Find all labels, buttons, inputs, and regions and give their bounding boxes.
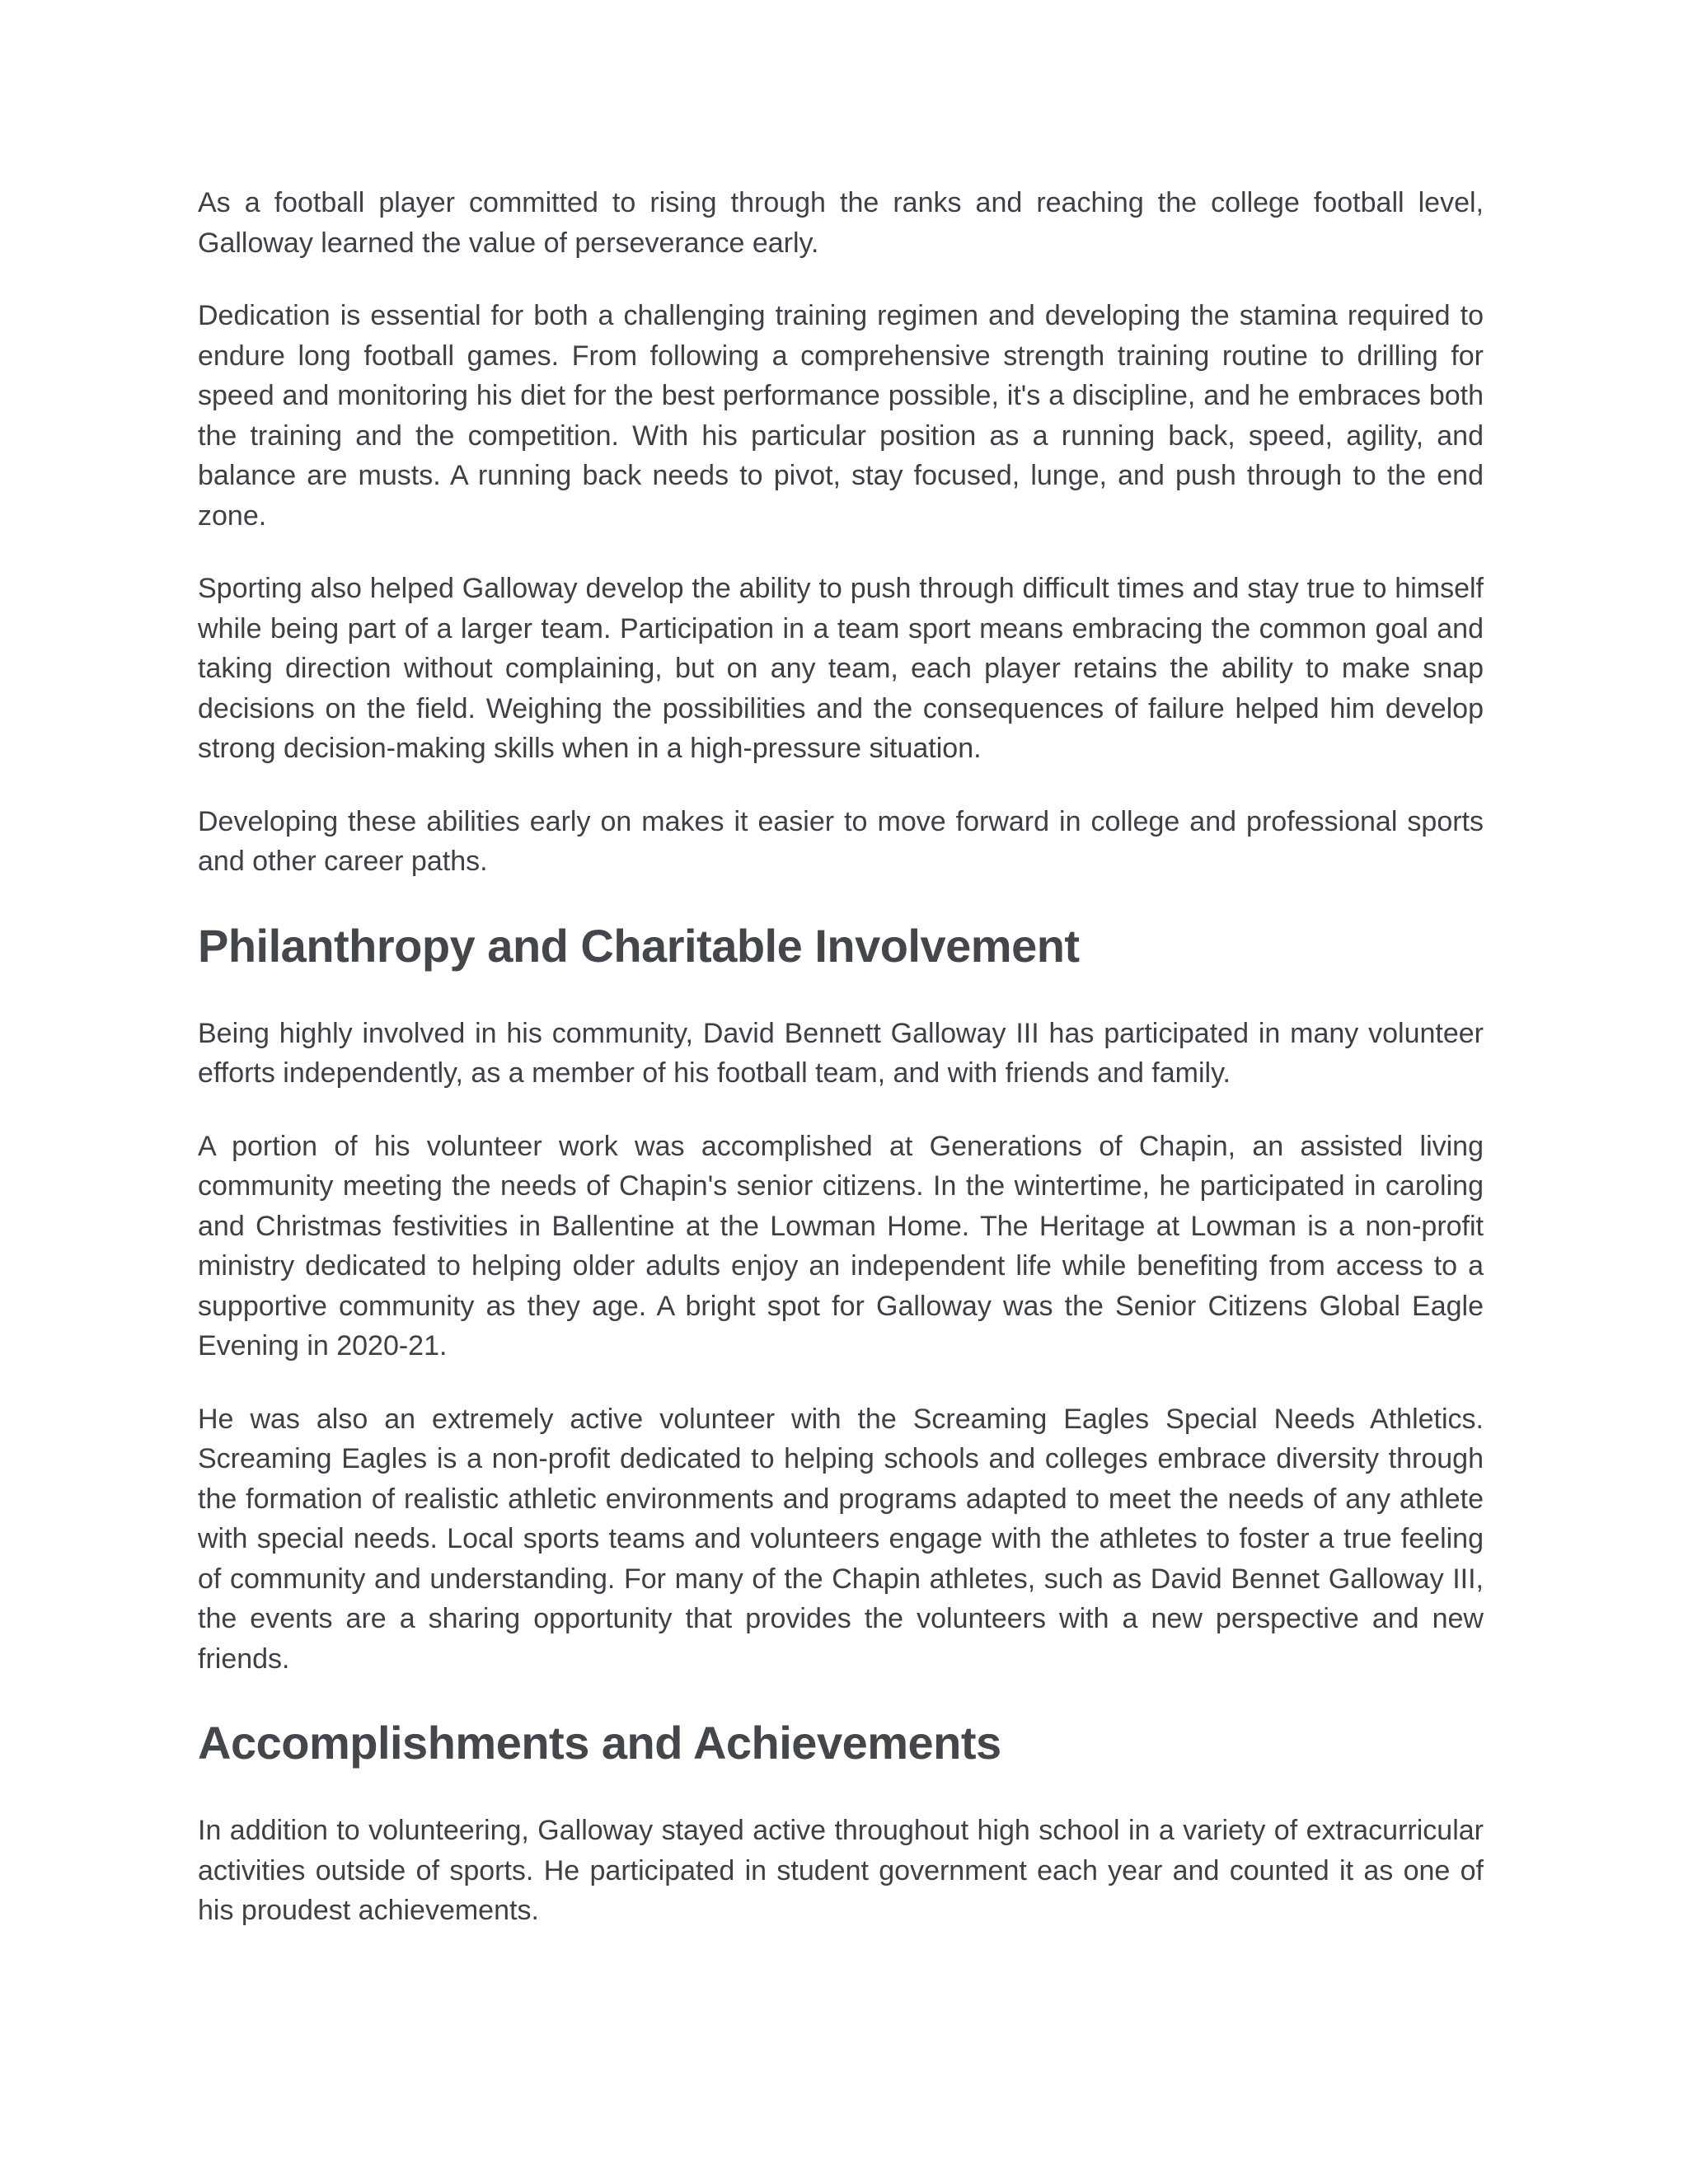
heading-philanthropy: Philanthropy and Charitable Involvement xyxy=(198,919,1080,972)
paragraph-perseverance: As a football player committed to rising through the ranks and reaching the college football level, Galloway learned the value of perseverance early. xyxy=(198,187,1484,259)
paragraph-sporting: Sporting also helped Galloway develop the ability to push through difficult times and stay true to himself while being part of a larger team. Participation in a team sport means embracing the common goal and taking direction without complaining, but on any team, each player retains the ability to make snap decisions on the field. Weighing the possibilities and the consequences of failure helped him develop strong decision-making skills when in a high-pressure situation. xyxy=(198,573,1484,764)
paragraph-developing-abilities: Developing these abilities early on makes it easier to move forward in college and professional sports and other career paths. xyxy=(198,805,1484,877)
document-page xyxy=(198,183,1484,1964)
paragraph-extracurricular: In addition to volunteering, Galloway stayed active throughout high school in a variety of extracurricular activities outside of sports. He participated in student government each year and counted it as one of his proudest achievements. xyxy=(198,1815,1484,1926)
paragraph-community: Being highly involved in his community, David Bennett Galloway III has participated in many volunteer efforts independently, as a member of his football team, and with friends and family. xyxy=(198,1017,1484,1089)
paragraph-dedication: Dedication is essential for both a challenging training regimen and developing the stamina required to endure long football games. From following a comprehensive strength training routine to drilling for speed and monitoring his diet for the best performance possible, it's a discipline, and he embraces both the training and the competition. With his particular position as a running back, speed, agility, and balance are musts. A running back needs to pivot, stay focused, lunge, and push through to the end zone. xyxy=(198,300,1484,532)
paragraph-generations-of-chapin: A portion of his volunteer work was accomplished at Generations of Chapin, an assisted living community meeting the needs of Chapin's senior citizens. In the wintertime, he participated in caroling and Christmas festivities in Ballentine at the Lowman Home. The Heritage at Lowman is a non-profit ministry dedicated to helping older adults enjoy an independent life while benefiting from access to a supportive community as they age. A bright spot for Galloway was the Senior Citizens Global Eagle Evening in 2020-21. xyxy=(198,1130,1484,1361)
heading-accomplishments: Accomplishments and Achievements xyxy=(198,1717,1001,1769)
paragraph-screaming-eagles: He was also an extremely active volunteer with the Screaming Eagles Special Needs Athletics. Screaming Eagles is a non-profit dedicated to helping schools and colleges embrace diversity through the formation of realistic athletic environments and programs adapted to meet the needs of any athlete with special needs. Local sports teams and volunteers engage with the athletes to foster a true feeling of community and understanding. For many of the Chapin athletes, such as David Bennet Galloway III, the events are a sharing opportunity that provides the volunteers with a new perspective and new friends. xyxy=(198,1403,1484,1675)
